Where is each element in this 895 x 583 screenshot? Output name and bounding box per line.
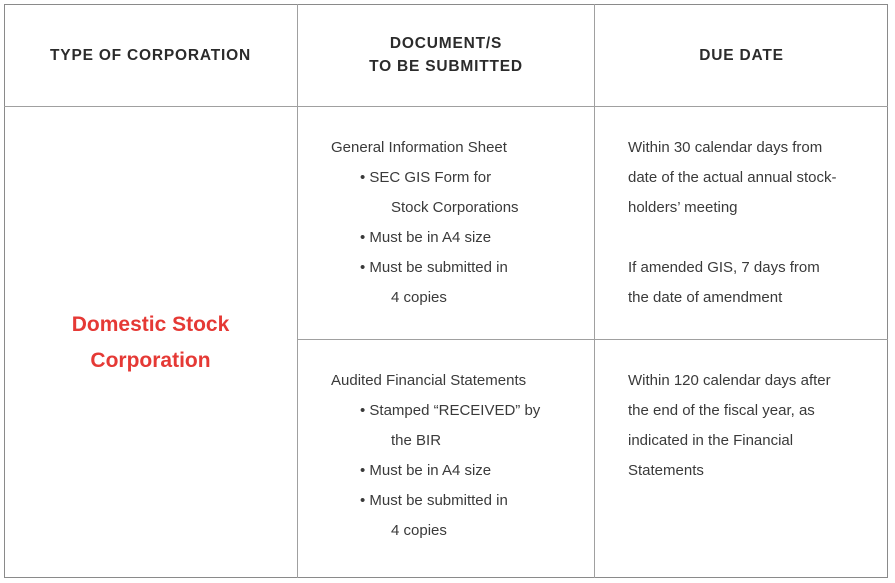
document-bullet-continued: 4 copies [391,289,447,306]
document-bullet: • Must be submitted in [360,259,508,276]
corporation-line1: Domestic Stock [71,312,230,336]
due-date-text: Within 120 calendar days after [628,372,831,389]
corporation-type-cell [4,107,297,578]
header-documents [298,4,594,106]
header-documents-line1: DOCUMENT/S [389,35,503,52]
document-title: General Information Sheet [331,139,507,156]
document-bullet-continued: Stock Corporations [391,199,519,216]
document-bullet-continued: 4 copies [391,522,447,539]
header-due-date [595,4,888,106]
document-bullet: • Must be submitted in [360,492,508,509]
due-date-text: holders’ meeting [628,199,738,216]
due-date-text: the date of amendment [628,289,783,306]
header-type-label: TYPE OF CORPORATION [50,46,251,64]
due-date-text: Statements [628,462,704,479]
due-date-text: If amended GIS, 7 days from [628,259,820,276]
document-title: Audited Financial Statements [331,372,527,389]
header-type-of-corporation [4,4,297,106]
document-bullet: • SEC GIS Form for [360,169,492,186]
due-date-text: indicated in the Financial [628,432,794,449]
header-documents-line2: TO BE SUBMITTED [369,58,523,75]
due-date-text: the end of the fiscal year, as [628,402,815,419]
document-bullet: • Stamped “RECEIVED” by [360,402,541,419]
due-date-text: date of the actual annual stock- [628,169,837,186]
document-bullet-continued: the BIR [391,432,442,449]
header-due-label: DUE DATE [699,46,784,64]
due-date-text: Within 30 calendar days from [628,139,823,156]
corporation-line2: Corporation [90,348,211,372]
document-bullet: • Must be in A4 size [360,462,492,479]
row-divider [297,339,888,340]
document-bullet: • Must be in A4 size [360,229,492,246]
